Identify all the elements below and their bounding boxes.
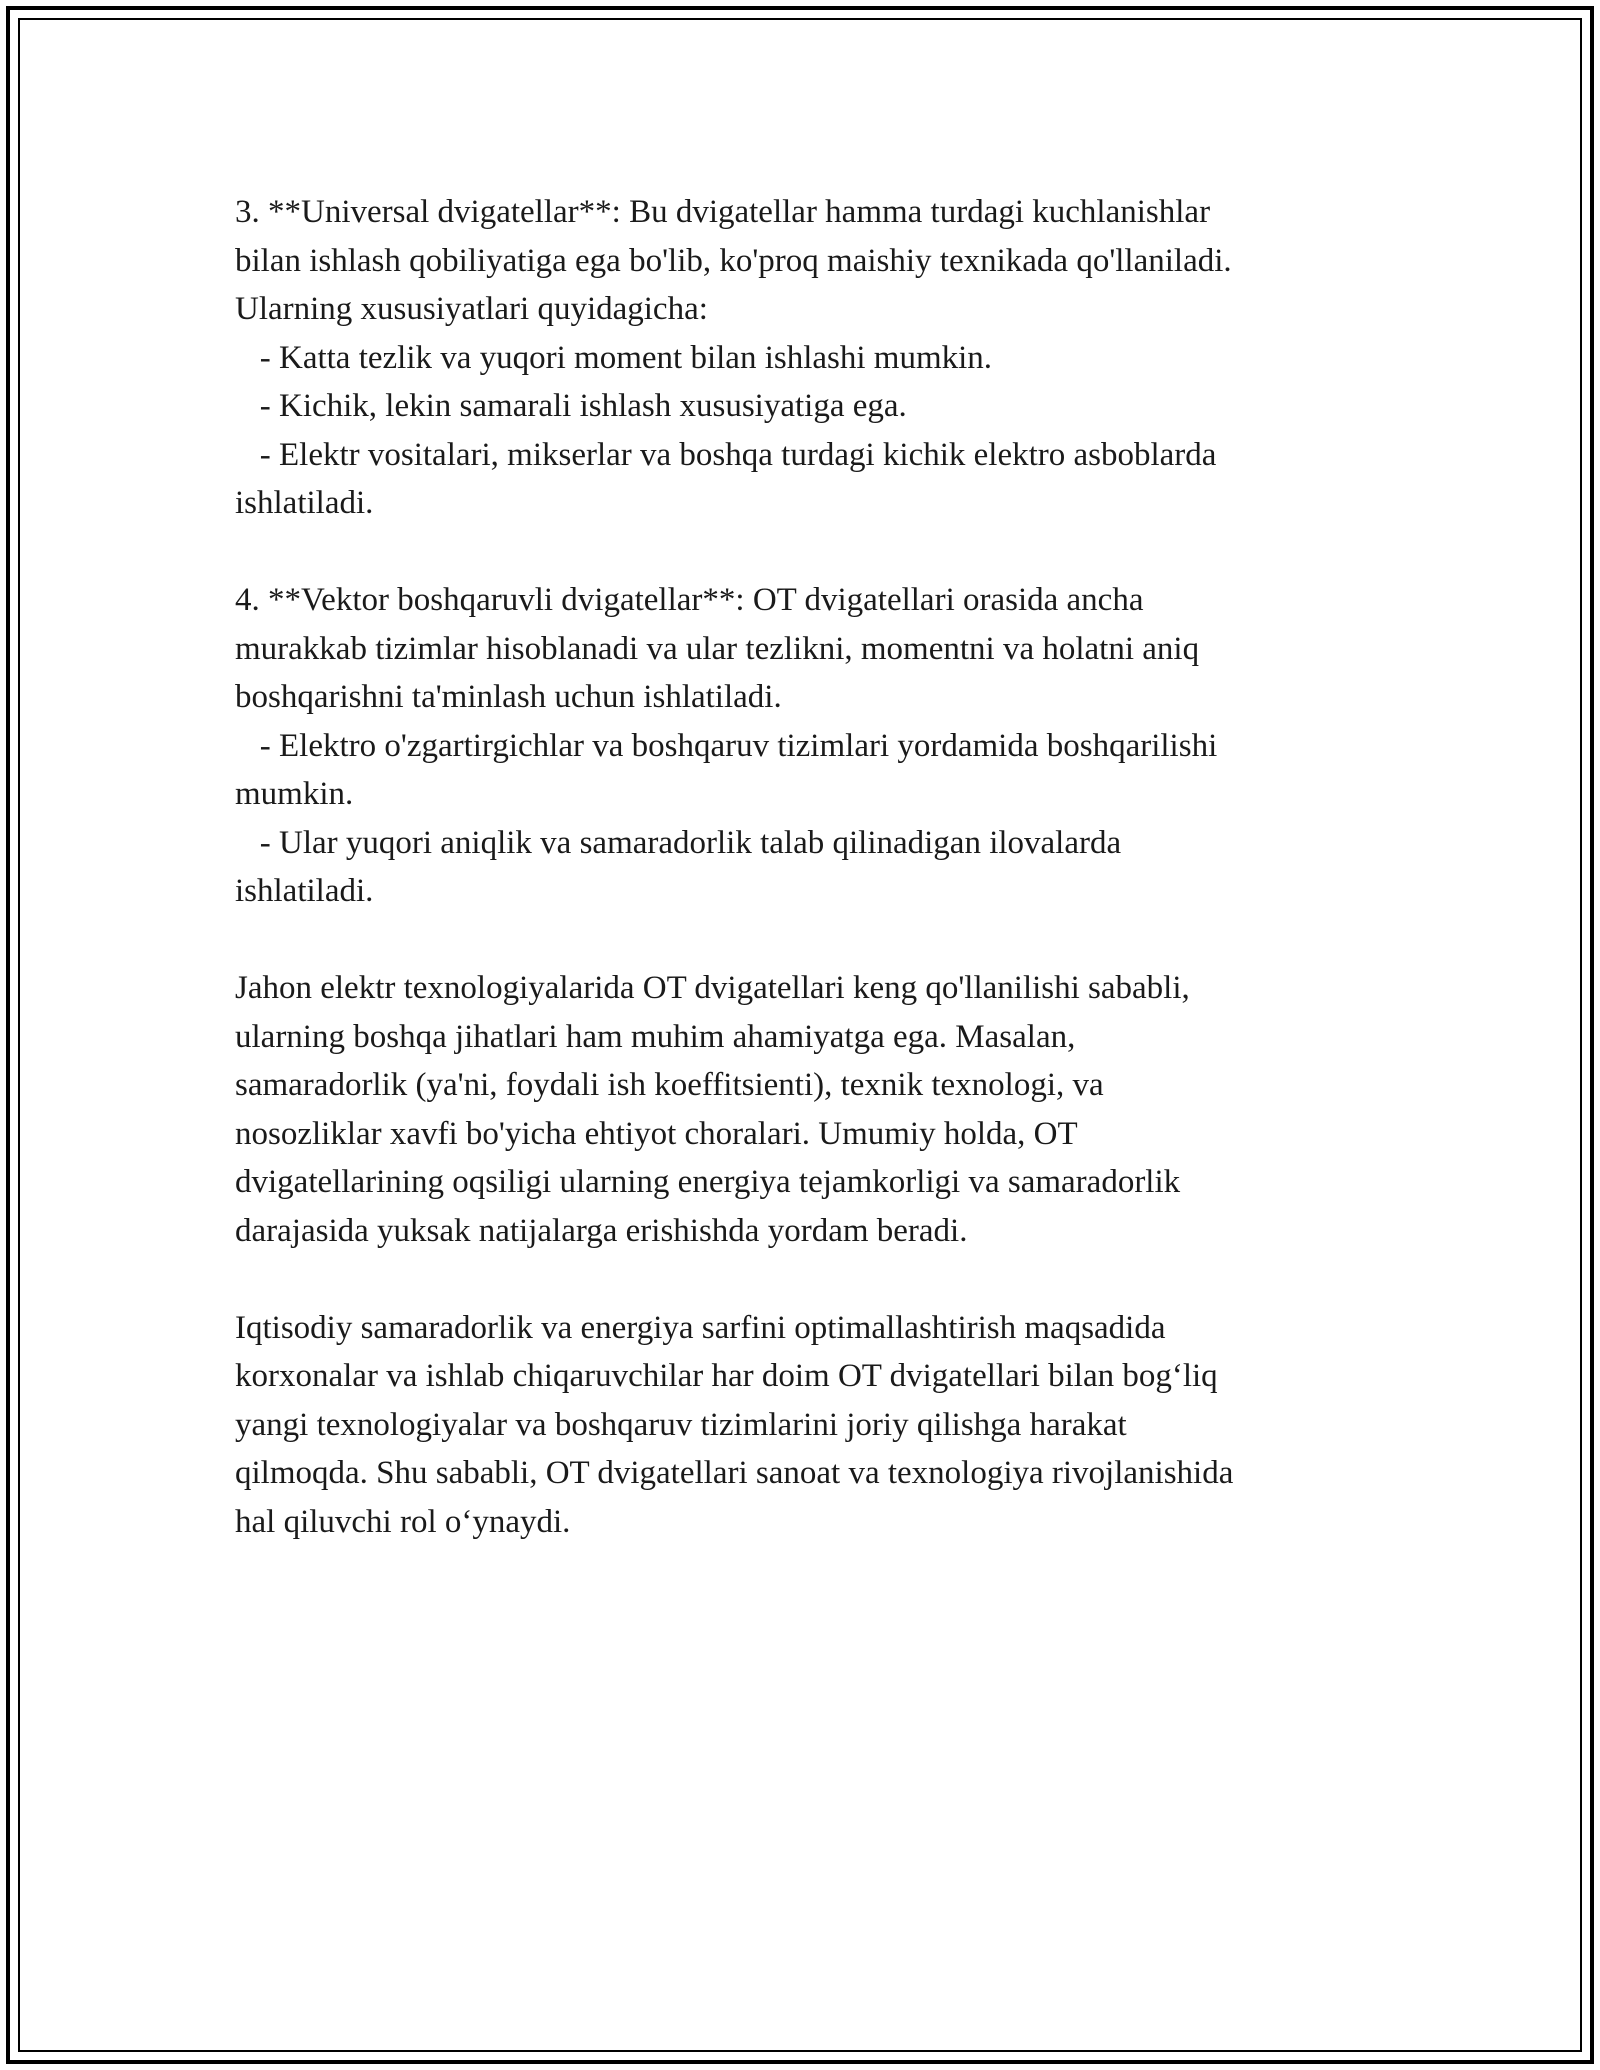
list-item: - Elektro o'zgartirgichlar va boshqaruv tizimlari yordamida boshqarilishi — [235, 727, 1218, 764]
text-line: 3. **Universal dvigatellar**: Bu dvigatellar hamma turdagi kuchlanishlar — [235, 194, 1211, 230]
document-body — [235, 188, 1365, 1595]
text-line: Iqtisodiy samaradorlik va energiya sarfini optimallashtirish maqsadida — [235, 1309, 1166, 1346]
list-item: - Katta tezlik va yuqori moment bilan ishlashi mumkin. — [235, 339, 993, 376]
paragraph-economic-efficiency — [235, 1304, 1365, 1547]
text-line: ularning boshqa jihatlari ham muhim ahamiyatga ega. Masalan, — [235, 1018, 1076, 1055]
text-line: murakkab tizimlar hisoblanadi va ular tezlikni, momentni va holatni aniq — [235, 630, 1200, 667]
text-line: mumkin. — [235, 776, 354, 812]
text-line: yangi texnologiyalar va boshqaruv tizimlarini joriy qilishga harakat — [235, 1406, 1127, 1443]
section-universal-motors — [235, 188, 1365, 528]
text-line: hal qiluvchi rol o‘ynaydi. — [235, 1503, 571, 1540]
text-line: samaradorlik (ya'ni, foydali ish koeffitsienti), texnik texnologi, va — [235, 1067, 1104, 1103]
text-line: Jahon elektr texnologiyalarida OT dvigatellari keng qo'llanilishi sababli, — [235, 970, 1190, 1006]
section-vector-motors — [235, 576, 1365, 916]
text-line: korxonalar va ishlab chiqaruvchilar har doim OT dvigatellari bilan bog‘liq — [235, 1358, 1218, 1394]
text-line: dvigatellarining oqsiligi ularning energiya tejamkorligi va samaradorlik — [235, 1164, 1181, 1200]
text-line: qilmoqda. Shu sababli, OT dvigatellari sanoat va texnologiya rivojlanishida — [235, 1455, 1234, 1491]
text-line: boshqarishni ta'minlash uchun ishlatiladi. — [235, 679, 782, 715]
text-line: darajasida yuksak natijalarga erishishda yordam beradi. — [235, 1212, 968, 1249]
list-item: - Kichik, lekin samarali ishlash xususiyatiga ega. — [235, 388, 907, 424]
text-line: bilan ishlash qobiliyatiga ega bo'lib, ko'proq maishiy texnikada qo'llaniladi. — [235, 242, 1232, 279]
paragraph-global-usage — [235, 964, 1365, 1255]
text-line: 4. **Vektor boshqaruvli dvigatellar**: OT dvigatellari orasida ancha — [235, 582, 1144, 618]
text-line: ishlatiladi. — [235, 485, 374, 521]
text-line: nosozliklar xavfi bo'yicha ehtiyot choralari. Umumiy holda, OT — [235, 1115, 1078, 1152]
list-item: - Ular yuqori aniqlik va samaradorlik talab qilinadigan ilovalarda — [235, 824, 1122, 861]
list-item: - Elektr vositalari, mikserlar va boshqa turdagi kichik elektro asboblarda — [235, 436, 1217, 473]
text-line: Ularning xususiyatlari quyidagicha: — [235, 291, 708, 327]
text-line: ishlatiladi. — [235, 873, 374, 909]
